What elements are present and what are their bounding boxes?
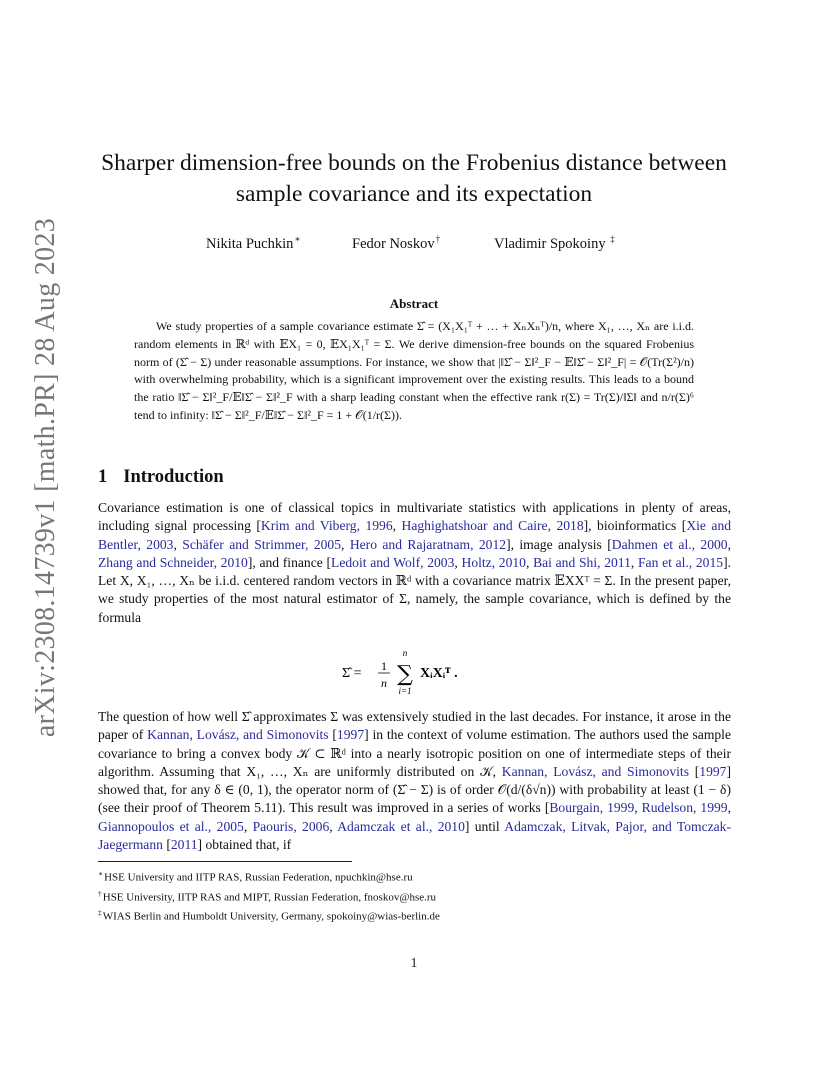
- page-number: 1: [410, 955, 418, 970]
- text-run: ] obtained that, if: [197, 837, 292, 853]
- citation-link[interactable]: Kannan, Lovász, and Simonovits: [501, 763, 689, 779]
- footnote-text: WIAS Berlin and Humboldt University, Germany, spokoiny@wias-berlin.de: [102, 910, 440, 923]
- author-mark: ‡: [610, 234, 615, 244]
- text-run: ,: [634, 800, 642, 816]
- intro-paragraph-2: [98, 708, 731, 854]
- text-run: [: [162, 837, 171, 853]
- paper-title: Sharper dimension-free bounds on the Frobenius distance between sample covariance and its expectation: [101, 150, 727, 207]
- citation-link[interactable]: Hero and Rajaratnam, 2012: [349, 536, 507, 552]
- eq-denominator: n: [381, 676, 387, 690]
- text-run: ,: [173, 536, 183, 552]
- arxiv-stamp: [22, 218, 70, 738]
- abstract-text: We study properties of a sample covariance estimate Σ̂ = (X₁X₁ᵀ + … + XₙXₙᵀ)/n, where X₁, …, Xₙ are i.i.d. random elements in ℝᵈ with 𝔼X₁ = 0, 𝔼X₁X₁ᵀ = Σ. We derive dimension-free bounds on the squared Frobenius norm of (Σ̂ − Σ) under reasonable assumptions. For instance, we show that |‖Σ̂ − Σ‖²_F − 𝔼‖Σ̂ − Σ‖²_F| = 𝒪(Tr(Σ²)/n) with overwhelming probability, which is a significant improvement over the existing results. This leads to a bound the ratio ‖Σ̂ − Σ‖²_F/𝔼‖Σ̂ − Σ‖²_F with a sharp leading constant when the effective rank r(Σ) = Tr(Σ)/‖Σ‖ and n/r(Σ)⁶ tend to infinity: ‖Σ̂ − Σ‖²_F/𝔼‖Σ̂ − Σ‖²_F = 1 + 𝒪(1/r(Σ)).: [134, 319, 694, 422]
- text-run: ] showed that, for any δ ∈ (0, 1), the operator norm of (Σ̂ − Σ) is of order 𝒪(d/(δ√n)) with probability at least (1 − δ) (see their proof of Theorem 5.11). This result was improved in a series of works [: [98, 763, 731, 816]
- author-mark: †: [435, 234, 441, 244]
- footnote-mark: ∗: [98, 869, 104, 878]
- author-1: [206, 234, 301, 253]
- text-run: ], image analysis [: [506, 536, 612, 552]
- citation-link[interactable]: 1997: [699, 763, 727, 779]
- citation-link[interactable]: Xie and Bentler, 2003: [98, 518, 732, 552]
- author-list: [0, 234, 828, 254]
- citation-link[interactable]: Haghighatshoar and Caire, 2018: [401, 518, 584, 534]
- section-title: Introduction: [123, 467, 224, 487]
- text-run: The question of how well Σ̂ approximates Σ was extensively studied in the last decades. For instance, it arose in the paper of: [98, 709, 731, 743]
- text-run: Covariance estimation is one of classical topics in multivariate statistics with applications in plenty of areas, including signal processing [: [98, 500, 731, 534]
- text-run: ,: [341, 536, 350, 552]
- footnote-text: HSE University, IITP RAS and MIPT, Russian Federation, fnoskov@hse.ru: [102, 891, 437, 904]
- text-run: ,: [454, 554, 462, 570]
- text-run: ]. Let X, X₁, …, Xₙ be i.i.d. centered random vectors in ℝᵈ with a covariance matrix 𝔼XXᵀ = Σ. In the present paper, we study properties of the most natural estimator of Σ, namely, the sample covariance, which is defined by the formula: [98, 554, 732, 625]
- text-run: ], and finance [: [247, 554, 332, 570]
- citation-link[interactable]: Rudelson, 1999: [641, 800, 728, 816]
- citation-link[interactable]: Fan et al., 2015: [637, 554, 724, 570]
- footnote-rule: [98, 861, 352, 862]
- footnote-text: HSE University and IITP RAS, Russian Federation, npuchkin@hse.ru: [104, 871, 413, 884]
- text-run: ,: [630, 554, 638, 570]
- citation-link[interactable]: Zhang and Schneider, 2010: [98, 554, 248, 570]
- eq-sum-upper: n: [402, 648, 408, 658]
- arxiv-id: arXiv:2308.14739v1 [math.PR] 28 Aug 2023: [30, 218, 61, 738]
- abstract-heading: Abstract: [389, 296, 439, 311]
- text-run: [: [328, 727, 337, 743]
- text-run: ,: [727, 800, 731, 816]
- citation-link[interactable]: 2011: [170, 837, 198, 853]
- footnotes: [98, 866, 440, 925]
- author-name: Fedor Noskov: [352, 235, 435, 252]
- citation-link[interactable]: Adamczak et al., 2010: [337, 818, 465, 834]
- citation-link[interactable]: Bourgain, 1999: [549, 800, 635, 816]
- citation-link[interactable]: Ledoit and Wolf, 2003: [331, 554, 455, 570]
- citation-link[interactable]: Kannan, Lovász, and Simonovits: [147, 727, 329, 743]
- footnote-1: [98, 866, 440, 886]
- abstract: [134, 318, 694, 425]
- text-run: ], bioinformatics [: [583, 518, 687, 534]
- citation-link[interactable]: Giannopoulos et al., 2005: [98, 818, 244, 834]
- citation-link[interactable]: Adamczak, Litvak, Pajor, and Tomczak-Jaegermann: [98, 818, 732, 853]
- text-run: [: [688, 763, 700, 779]
- footnote-mark: ‡: [98, 908, 102, 918]
- text-run: ,: [525, 554, 534, 570]
- author-name: Nikita Puchkin: [206, 235, 294, 252]
- citation-link[interactable]: 1997: [336, 727, 365, 743]
- text-run: ,: [727, 536, 732, 552]
- author-mark: ∗: [294, 234, 301, 244]
- eq-lhs: Σ̂ =: [342, 666, 362, 681]
- text-run: ] in the context of volume estimation. The authors used the sample covariance to bring a convex body 𝒦 ⊂ ℝᵈ into a nearly isotropic position on one of intermediate steps of their algorithm. Assuming that X₁, …, Xₙ are uniformly distributed on 𝒦,: [98, 727, 731, 779]
- section-heading: [98, 467, 224, 488]
- eq-body: XᵢXᵢᵀ .: [420, 666, 458, 681]
- text-run: ,: [243, 818, 253, 834]
- intro-paragraph-1: [98, 499, 731, 627]
- author-3: [494, 234, 615, 253]
- eq-sum-sign: ∑: [397, 662, 413, 687]
- footnote-3: [98, 905, 440, 925]
- author-2: [352, 234, 440, 253]
- citation-link[interactable]: Dahmen et al., 2000: [611, 536, 728, 552]
- citation-link[interactable]: Bai and Shi, 2011: [533, 554, 631, 570]
- author-name: Vladimir Spokoiny: [494, 235, 606, 252]
- eq-sum-lower: i=1: [398, 686, 412, 696]
- text-run: ] until: [464, 818, 505, 834]
- citation-link[interactable]: Holtz, 2010: [461, 554, 526, 570]
- text-run: ,: [329, 818, 338, 834]
- citation-link[interactable]: Krim and Viberg, 1996: [260, 518, 393, 534]
- citation-link[interactable]: Schäfer and Strimmer, 2005: [182, 536, 342, 552]
- citation-link[interactable]: Paouris, 2006: [252, 818, 330, 834]
- eq-numerator: 1: [381, 659, 387, 673]
- text-run: ,: [392, 518, 402, 534]
- footnote-2: [98, 886, 440, 906]
- sample-covariance-equation: [340, 648, 500, 696]
- section-number: 1: [98, 467, 108, 487]
- footnote-mark: †: [98, 888, 102, 898]
